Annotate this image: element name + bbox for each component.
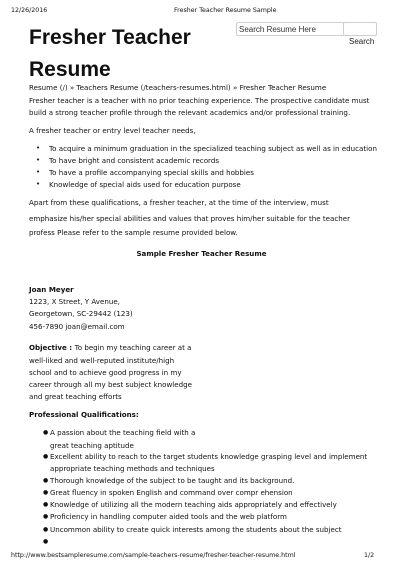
objective-text: To begin my teaching career at a	[74, 343, 192, 352]
objective-line: well-liked and well-reputed institute/high	[29, 356, 175, 365]
breadcrumb	[29, 83, 326, 93]
objective-line: and great teaching efforts	[29, 392, 122, 401]
bullet-icon: ●	[43, 538, 49, 545]
intro-line: Fresher teacher is a teacher with no prior teaching experience. The prospective candidate must	[29, 96, 370, 105]
search-input[interactable]	[236, 22, 345, 36]
professional-item: Great fluency in spoken English and command over compr ehension	[50, 488, 293, 497]
professional-item: Excellent ability to reach to the target students knowledge grasping level and implement	[50, 452, 368, 461]
search-button[interactable]	[343, 22, 377, 36]
footer-page-number: 1/2	[364, 552, 375, 559]
header-page-title: Fresher Teacher Resume Sample	[174, 7, 277, 14]
breadcrumb-separator: »	[230, 83, 240, 92]
bullet-icon: •	[36, 180, 41, 188]
bullet-icon: ●	[43, 477, 49, 484]
intro-line: A fresher teacher or entry level teacher needs,	[29, 126, 196, 135]
bullet-icon: ●	[43, 501, 49, 508]
page-title	[29, 22, 191, 86]
needs-item: To acquire a minimum graduation in the specialized teaching subject as well as in education	[49, 144, 377, 153]
objective-line	[29, 343, 192, 353]
apart-line: Apart from these qualifications, a fresher teacher, at the time of the interview, must	[29, 198, 329, 207]
bullet-icon: ●	[43, 489, 49, 496]
breadcrumb-teachers-link[interactable]: Teachers Resume (/teachers-resumes.html)	[76, 83, 231, 92]
page-title-line-2: Resume	[29, 58, 111, 81]
professional-item: great teaching aptitude	[50, 441, 134, 450]
contact-phone-email: 456-7890 joan@email.com	[29, 322, 125, 331]
apart-line: emphasize his/her special abilities and values that proves him/her suitable for the teacher	[29, 214, 351, 223]
professional-item: Uncommon ability to create quick interests among the students about the subject	[50, 525, 342, 534]
footer-url: http://www.bestsampleresume.com/sample-teachers-resume/fresher-teacher-resume.html	[11, 552, 296, 559]
contact-address: 1223, X Street, Y Avenue,	[29, 297, 120, 306]
professional-heading: Professional Qualifications:	[29, 410, 139, 419]
objective-label: Objective :	[29, 343, 75, 352]
professional-item: appropriate teaching methods and techniques	[50, 464, 215, 473]
needs-item: To have bright and consistent academic records	[49, 156, 220, 165]
page-title-line-1: Fresher Teacher	[29, 26, 191, 49]
needs-item: Knowledge of special aids used for education purpose	[49, 180, 241, 189]
breadcrumb-home-link[interactable]: Resume (/)	[29, 83, 68, 92]
professional-item: Knowledge of utilizing all the modern teaching aids appropriately and effectively	[50, 500, 337, 509]
professional-item: A passion about the teaching field with a	[50, 428, 196, 437]
intro-line: build a strong teacher profile through the relevant academics and/or professional training.	[29, 108, 351, 117]
bullet-icon: •	[36, 168, 41, 176]
needs-item: To have a profile accompanying special skills and hobbies	[49, 168, 254, 177]
professional-item: Thorough knowledge of the subject to be taught and its background.	[50, 476, 295, 485]
objective-line: school and to achieve good progress in my	[29, 368, 182, 377]
bullet-icon: ●	[43, 429, 49, 436]
bullet-icon: ●	[43, 513, 49, 520]
bullet-icon: ●	[43, 453, 49, 460]
header-date: 12/26/2016	[11, 7, 48, 14]
breadcrumb-current: Fresher Teacher Resume	[239, 83, 327, 92]
contact-name: Joan Meyer	[29, 285, 74, 294]
bullet-icon: ●	[43, 526, 49, 533]
professional-item: Proficiency in handling computer aided tools and the web platform	[50, 512, 287, 521]
sample-heading: Sample Fresher Teacher Resume	[136, 249, 267, 258]
apart-line: profess Please refer to the sample resume provided below.	[29, 228, 238, 237]
bullet-icon: •	[36, 156, 41, 164]
objective-line: career through all my best subject knowledge	[29, 380, 192, 389]
breadcrumb-separator: »	[67, 83, 77, 92]
search-button-label[interactable]: Search	[349, 37, 375, 46]
bullet-icon: •	[36, 144, 41, 152]
contact-address: Georgetown, SC-29442 (123)	[29, 309, 133, 318]
